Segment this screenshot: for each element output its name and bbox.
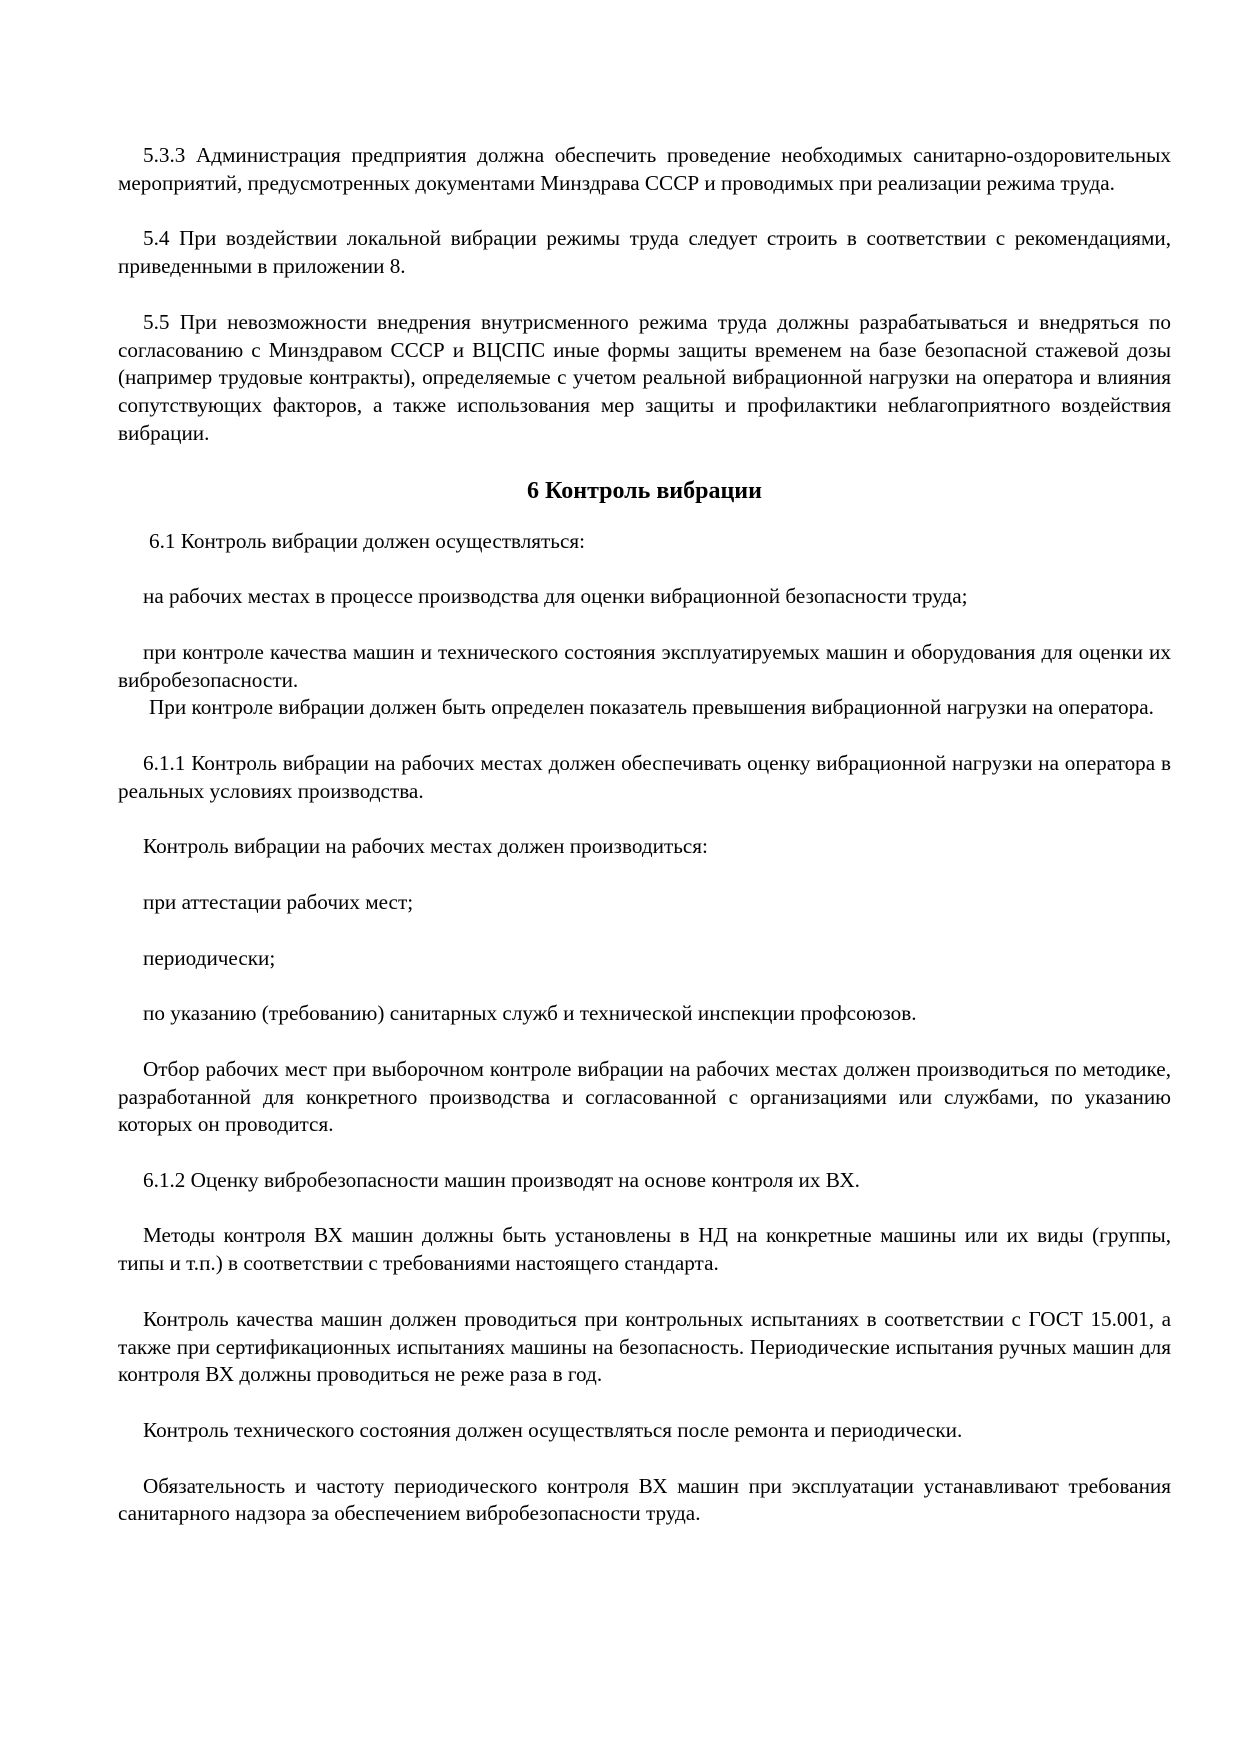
paragraph-methods: Методы контроля ВХ машин должны быть установлены в НД на конкретные машины или их виды (группы, типы и т.п.) в соответствии с требованиями настоящего стандарта. bbox=[118, 1223, 1177, 1276]
paragraph-5-5: 5.5 При невозможности внедрения внутрисменного режима труда должны разрабатываться и внедряться по согласованию с Минздравом СССР и ВЦСПС иные формы защиты временем на базе безопасной стажевой дозы (например трудовые контракты), определяемые с учетом реальной вибрационной нагрузки на оператора и влияния сопутствующих факторов, а также использования мер защиты и профилактики неблагоприятного воздействия вибрации. bbox=[118, 309, 1177, 445]
paragraph-quality-control: при контроле качества машин и технического состояния эксплуатируемых машин и оборудования для оценки их вибробезопасности. bbox=[118, 639, 1177, 692]
paragraph-obligation: Обязательность и частоту периодического контроля ВХ машин при эксплуатации устанавливают требования санитарного надзора за обеспечением вибробезопасности труда. bbox=[118, 1473, 1177, 1526]
paragraph-by-request: по указанию (требованию) санитарных служб и технической инспекции профсоюзов. bbox=[143, 1001, 917, 1026]
paragraph-periodic: периодически; bbox=[143, 945, 276, 970]
document-page bbox=[118, 142, 1177, 1556]
paragraph-6-1: 6.1 Контроль вибрации должен осуществляться: bbox=[149, 528, 585, 553]
paragraph-workplaces: на рабочих местах в процессе производства для оценки вибрационной безопасности труда; bbox=[143, 584, 968, 609]
paragraph-5-4: 5.4 При воздействии локальной вибрации режимы труда следует строить в соответствии с рекомендациями, приведенными в приложении 8. bbox=[118, 226, 1177, 279]
paragraph-workplace-control: Контроль вибрации на рабочих местах должен производиться: bbox=[143, 834, 708, 859]
section-heading: 6 Контроль вибрации bbox=[527, 477, 762, 504]
paragraph-5-3-3: 5.3.3 Администрация предприятия должна обеспечить проведение необходимых санитарно-оздоровительных мероприятий, предусмотренных документами Минздрава СССР и проводимых при реализации режима труда. bbox=[118, 143, 1177, 195]
paragraph-quality-tests: Контроль качества машин должен проводиться при контрольных испытаниях в соответствии с ГОСТ 15.001, а также при сертификационных испытаниях машины на безопасность. Периодические испытания ручных машин для контроля ВХ должны проводиться не реже раза в год. bbox=[118, 1306, 1177, 1387]
paragraph-6-1-2: 6.1.2 Оценку вибробезопасности машин производят на основе контроля их ВХ. bbox=[143, 1167, 860, 1192]
paragraph-indicator: При контроле вибрации должен быть определен показатель превышения вибрационной нагрузки на оператора. bbox=[149, 695, 1154, 720]
paragraph-selection: Отбор рабочих мест при выборочном контроле вибрации на рабочих местах должен производиться по методике, разработанной для конкретного производства и согласованной с организациями или службами, по указанию которых он проводится. bbox=[118, 1056, 1177, 1137]
paragraph-6-1-1: 6.1.1 Контроль вибрации на рабочих местах должен обеспечивать оценку вибрационной нагрузки на оператора в реальных условиях производства. bbox=[118, 750, 1177, 803]
paragraph-technical-state: Контроль технического состояния должен осуществляться после ремонта и периодически. bbox=[143, 1418, 963, 1443]
paragraph-attestation: при аттестации рабочих мест; bbox=[143, 889, 414, 914]
